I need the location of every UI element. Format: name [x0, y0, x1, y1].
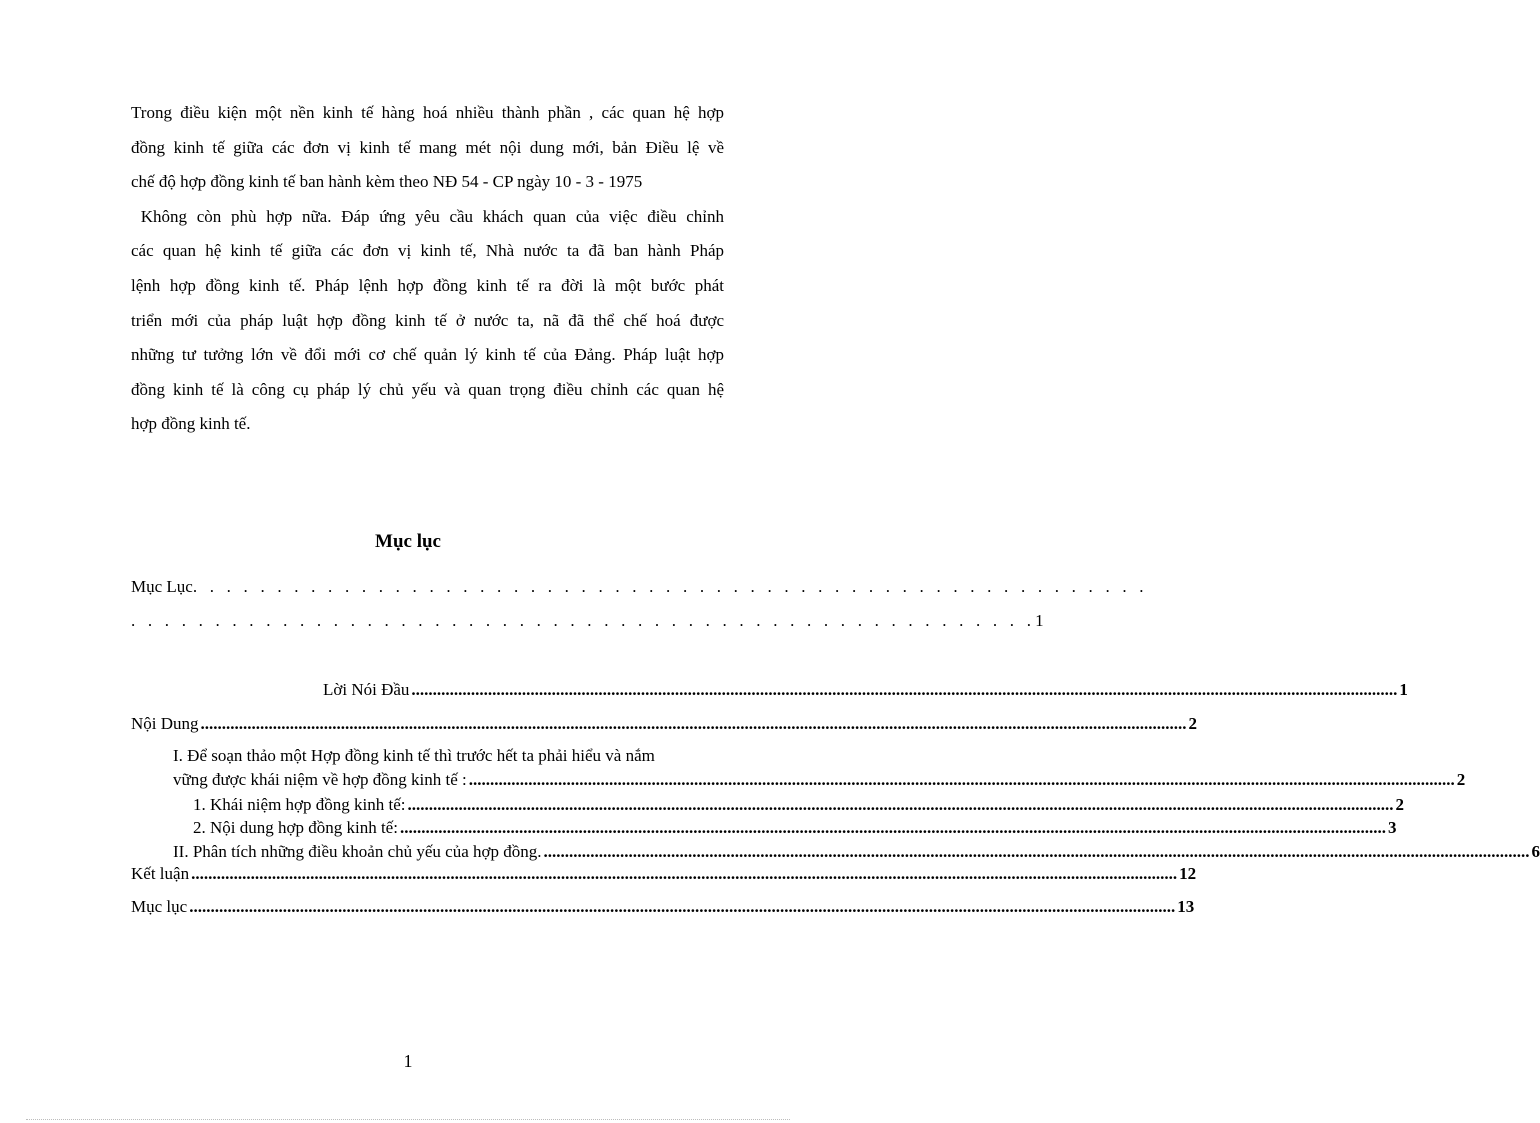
page-bottom-rule — [26, 1119, 790, 1120]
toc-first-line1[interactable] — [131, 577, 1148, 597]
intro-line: những tư tưởng lớn về đổi mới cơ chế quản lý kinh tế của Đảng. Pháp luật hợp — [131, 345, 724, 365]
toc-leader — [191, 864, 1177, 884]
intro-line: các quan hệ kinh tế giữa các đơn vị kinh tế, Nhà nước ta đã ban hành Pháp — [131, 241, 724, 261]
toc-entry-title: Nội Dung — [131, 714, 199, 733]
toc-first-dots2: . . . . . . . . . . . . . . . . . . . . . . . . . . . . . . . . . . . . . . . . . . . . . . . . . . . . . . — [131, 611, 1036, 630]
toc-leader — [400, 818, 1386, 838]
toc-entry-page: 13 — [1177, 897, 1195, 916]
toc-entry-title: II. Phân tích những điều khoản chủ yếu của hợp đồng. — [173, 842, 542, 861]
toc-leader — [201, 714, 1187, 734]
toc-leader — [469, 770, 1455, 790]
intro-line: triển mới của pháp luật hợp đồng kinh tế ở nước ta, nã đã thể chế hoá được — [131, 310, 724, 330]
toc-first-line2[interactable] — [131, 611, 1044, 631]
toc-entry-loi-noi-dau[interactable] — [323, 680, 1408, 700]
toc-entry-noi-dung-hop-dong[interactable] — [193, 818, 1397, 838]
toc-entry-title: 1. Khái niệm hợp đồng kinh tế: — [193, 795, 406, 814]
toc-entry-section-i[interactable] — [173, 770, 1466, 790]
toc-entry-khai-niem[interactable] — [193, 795, 1404, 815]
intro-line: đồng kinh tế là công cụ pháp lý chủ yếu và quan trọng điều chỉnh các quan hệ — [131, 379, 724, 399]
page-number: 1 — [403, 1051, 413, 1071]
toc-entry-page: 3 — [1387, 818, 1397, 837]
intro-line: Không còn phù hợp nữa. Đáp ứng yêu cầu khách quan của việc điều chỉnh — [131, 206, 724, 226]
toc-entry-section-ii[interactable] — [173, 842, 1540, 862]
intro-line: chế độ hợp đồng kinh tế ban hành kèm theo NĐ 54 - CP ngày 10 - 3 - 1975 — [131, 172, 643, 192]
toc-entry-page: 2 — [1456, 770, 1466, 789]
toc-leader — [408, 795, 1394, 815]
toc-entry-page: 6 — [1531, 842, 1540, 861]
toc-entry-muc-luc[interactable] — [131, 897, 1195, 917]
toc-entry-page: 1 — [1399, 680, 1408, 699]
intro-line: đồng kinh tế giữa các đơn vị kinh tế mang mét nội dung mới, bản Điều lệ về — [131, 137, 724, 157]
toc-entry-section-i-line1[interactable]: I. Để soạn thảo một Hợp đồng kinh tế thì trước hết ta phải hiểu và nắm — [173, 746, 655, 765]
toc-first-label: Mục Lục — [131, 577, 193, 596]
toc-first-page: 1 — [1035, 611, 1044, 630]
toc-entry-page: 2 — [1188, 714, 1198, 733]
toc-entry-ket-luan[interactable] — [131, 864, 1197, 884]
toc-entry-title: vững được khái niệm về hợp đồng kinh tế : — [173, 770, 467, 789]
toc-leader — [411, 680, 1397, 700]
toc-entry-title: Lời Nói Đầu — [323, 680, 410, 699]
intro-line: hợp đồng kinh tế. — [131, 414, 251, 434]
toc-entry-page: 12 — [1179, 864, 1197, 883]
intro-line: Trong điều kiện một nền kinh tế hàng hoá nhiều thành phần , các quan hệ hợp — [131, 103, 724, 122]
intro-paragraph — [131, 96, 724, 442]
intro-line: lệnh hợp đồng kinh tế. Pháp lệnh hợp đồng kinh tế ra đời là một bước phát — [131, 275, 724, 295]
toc-entry-title: Mục lục — [131, 897, 188, 916]
toc-leader — [189, 897, 1175, 917]
toc-entry-title: 2. Nội dung hợp đồng kinh tế: — [193, 818, 398, 837]
toc-entry-page: 2 — [1395, 795, 1404, 814]
toc-leader — [544, 842, 1530, 862]
toc-entry-title: Kết luận — [131, 864, 190, 883]
toc-heading: Mục lục — [375, 531, 441, 552]
toc-entry-noi-dung[interactable] — [131, 714, 1198, 734]
toc-first-dots: . . . . . . . . . . . . . . . . . . . . . . . . . . . . . . . . . . . . . . . . . . . . . . . . . . . . . . . . . — [192, 577, 1148, 596]
